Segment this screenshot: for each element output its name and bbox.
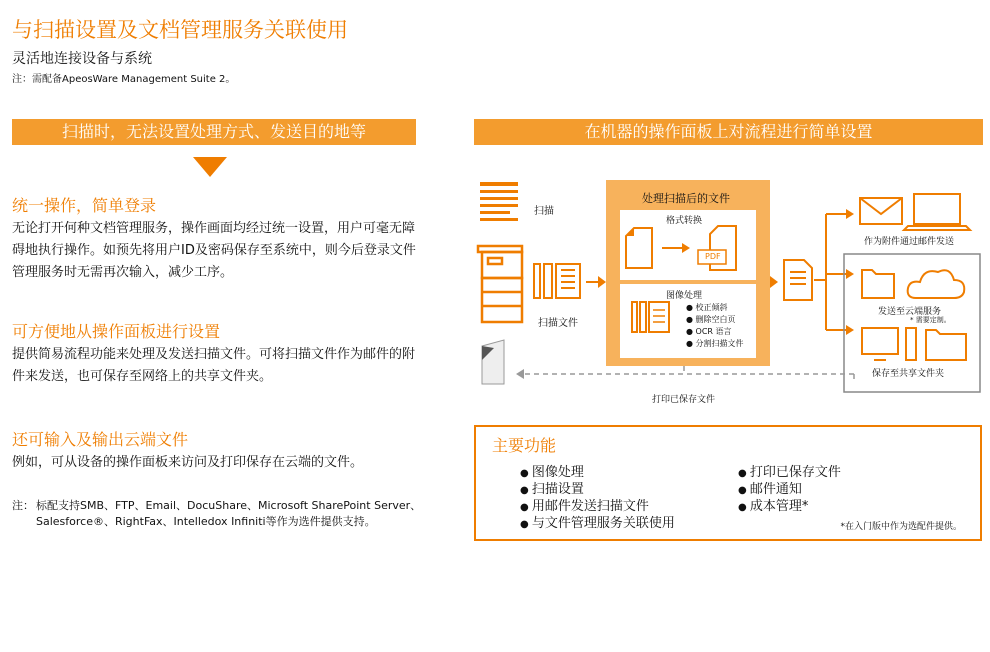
section-heading-cloud: 还可输入及输出云端文件 <box>12 430 189 449</box>
laptop-icon <box>904 194 970 230</box>
section-heading-panel-settings: 可方便地从操作面板进行设置 <box>12 322 221 341</box>
scanned-document-icon <box>480 182 518 221</box>
image-item: ● 校正倾斜 <box>686 303 728 312</box>
cloud-note: * 需要定制。 <box>910 316 951 324</box>
scan-file-icon <box>534 264 580 298</box>
image-item: ● 删除空白页 <box>686 315 736 324</box>
page-title: 与扫描设置及文档管理服务关联使用 <box>12 18 348 42</box>
email-icon <box>860 198 902 224</box>
arrow-to-process-icon <box>586 276 606 288</box>
printed-paper-icon <box>482 340 504 384</box>
pdf-label: PDF <box>705 252 721 261</box>
image-item: ● OCR 语言 <box>686 327 732 336</box>
feature-item: ● 图像处理 <box>520 465 675 482</box>
down-arrow-icon <box>193 157 227 177</box>
feature-item: ● 打印已保存文件 <box>738 465 841 482</box>
scan-label: 扫描 <box>534 206 554 217</box>
image-item: ● 分割扫描文件 <box>686 339 744 348</box>
feature-item: ● 与文件管理服务关联使用 <box>520 516 675 533</box>
image-processing-label: 图像处理 <box>666 291 703 301</box>
branch-arrows-icon <box>814 214 846 330</box>
feature-item: ● 用邮件发送扫描文件 <box>520 499 675 516</box>
main-features-box <box>474 425 982 541</box>
footnote-label: 注： <box>12 499 34 512</box>
shared-folder-icon <box>926 330 966 360</box>
output-document-icon <box>784 260 812 300</box>
footnote-body: 标配支持SMB、FTP、Email、DocuShare、Microsoft SharePoint Server、Salesforce®、RightFax、Intelledox Infiniti等作为选件提供支持。 <box>36 499 422 528</box>
feature-item: ● 扫描设置 <box>520 482 675 499</box>
problem-banner: 扫描时，无法设置处理方式、发送目的地等 <box>12 119 416 145</box>
share-label: 保存至共享文件夹 <box>872 369 945 379</box>
process-title: 处理扫描后的文件 <box>642 192 730 205</box>
printer-icon <box>478 246 522 322</box>
print-saved-label: 打印已保存文件 <box>652 395 716 405</box>
features-title: 主要功能 <box>492 436 557 455</box>
workflow-banner: 在机器的操作面板上对流程进行简单设置 <box>474 119 983 145</box>
image-processing-list <box>686 302 744 350</box>
section-body-unified-operation: 无论打开何种文档管理服务，操作画面均经过统一设置，用户可毫无障碍地执行操作。如预先将用户ID及密码保存至系统中，则今后登录文件管理服务时无需再次输入，减少工序。 <box>12 221 416 280</box>
desktop-icon <box>862 328 916 360</box>
features-list-left <box>520 465 675 533</box>
features-footnote: *在入门版中作为选配件提供。 <box>840 522 962 532</box>
format-convert-label: 格式转换 <box>666 216 703 226</box>
folder-icon <box>862 270 894 298</box>
workflow-diagram <box>474 170 983 410</box>
section-body-cloud: 例如，可从设备的操作面板来访问及打印保存在云端的文件。 <box>12 455 364 470</box>
scan-file-label: 扫描文件 <box>538 318 578 329</box>
cloud-label: 发送至云端服务 <box>878 307 942 317</box>
print-back-arrow-icon <box>518 366 854 380</box>
cloud-icon <box>908 270 965 298</box>
arrow-to-output-icon <box>770 276 778 288</box>
email-label: 作为附件通过邮件发送 <box>864 237 955 247</box>
feature-item: ● 成本管理* <box>738 499 841 516</box>
section-body-panel-settings: 提供简易流程功能来处理及发送扫描文件。可将扫描文件作为邮件的附件来发送，也可保存至网络上的共享文件夹。 <box>12 347 416 384</box>
features-list-right <box>738 465 841 516</box>
feature-item: ● 邮件通知 <box>738 482 841 499</box>
page-subtitle: 灵活地连接设备与系统 <box>12 51 152 67</box>
requirement-note: 注：需配备ApeosWare Management Suite 2。 <box>12 74 236 85</box>
section-heading-unified-operation: 统一操作，简单登录 <box>12 196 157 215</box>
